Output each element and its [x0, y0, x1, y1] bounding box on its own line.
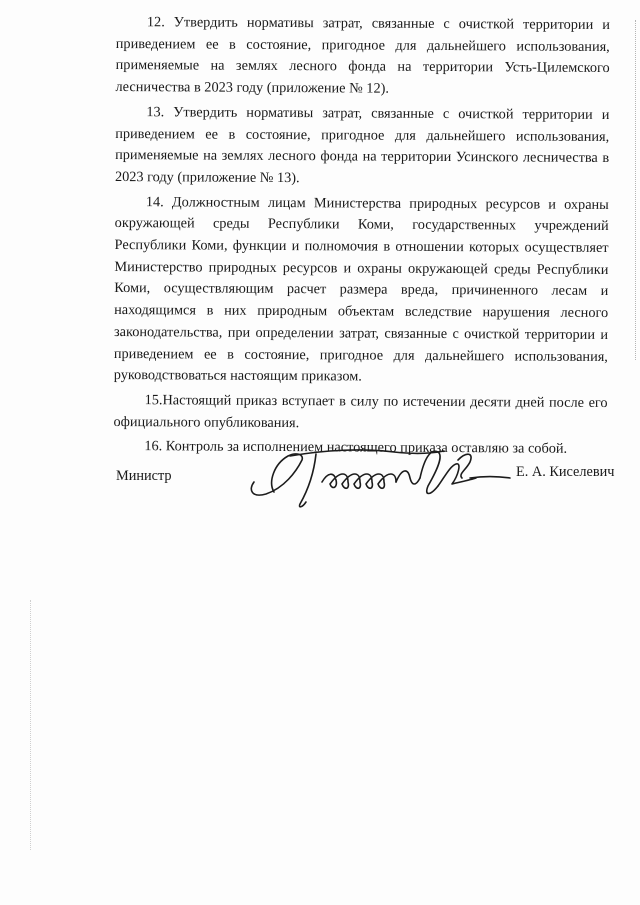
signer-role: Министр	[116, 468, 172, 484]
paragraph-15: 15.Настоящий приказ вступает в силу по истечении десяти дней после его официального опубликования.	[113, 392, 608, 431]
handwritten-signature	[244, 442, 514, 512]
scan-edge-mark	[633, 20, 636, 360]
paragraph-14: 14. Должностным лицам Министерства природных ресурсов и охраны окружающей среды Республики Коми, государственных учреждений Республики Коми, функции и полномочия в отношении которых осуществляет Министерство природных ресурсов и охраны окружающей среды Республики Коми, осуществляющим расчет размера вреда, причиненного лесам и находящимся в них природным объектам вследствие нарушения лесного законодательства, при определении затрат, связанные с очисткой территории и приведением ее в состояние, пригодное для дальнейшего использования, руководствоваться настоящим приказом.	[113, 193, 609, 385]
document-body	[113, 12, 610, 464]
paragraph-12: 12. Утвердить нормативы затрат, связанные с очисткой территории и приведением ее в состояние, пригодное для дальнейшего использования, применяемые на землях лесного фонда на территории Усть-Цилемского лесничества в 2023 году (приложение № 12).	[115, 14, 610, 97]
scan-edge-mark-left	[30, 600, 32, 850]
paragraph-16: 16. Контроль за исполнением настоящего приказа оставляю за собой.	[144, 438, 568, 458]
signer-name: Е. А. Киселевич	[516, 464, 615, 480]
signature-block	[116, 450, 616, 520]
paragraph-13: 13. Утвердить нормативы затрат, связанные с очисткой территории и приведением ее в состояние, пригодное для дальнейшего использования, применяемые на землях лесного фонда на территории Усинского лесничества в 2023 году (приложение № 13).	[114, 104, 610, 187]
